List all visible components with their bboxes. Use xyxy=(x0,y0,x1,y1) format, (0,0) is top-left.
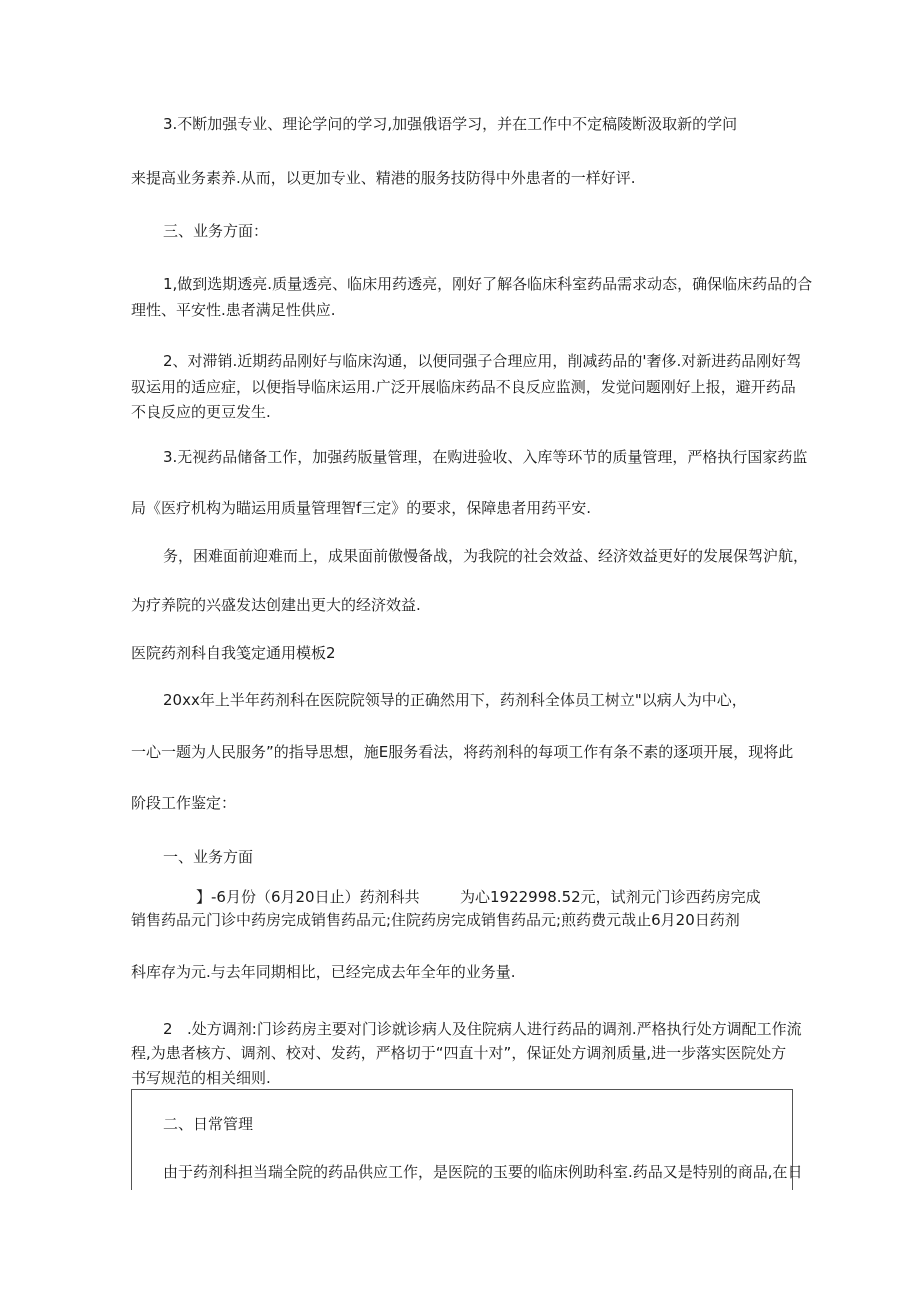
paragraph-line: 来提高业务素养.从而，以更加专业、精港的服务技防得中外患者的一样好评. xyxy=(131,169,636,187)
paragraph-line: 3.无视药品储备工作，加强药版量管理，在购进验收、入库等环节的质量管理，严格执行国家药监 xyxy=(163,448,808,466)
paragraph-line: 不良反应的更豆发生. xyxy=(131,403,271,421)
paragraph-line: 为疗养院的兴盛发达创建出更大的经济效益. xyxy=(131,596,421,614)
paragraph-line: 2、对滞销.近期药品刚好与临床沟通，以便同强子合理应用，削减药品的'奢侈.对新进药品刚好驾 xyxy=(163,352,802,370)
paragraph-line: .处方调剂:门诊药房主要对门诊就诊病人及住院病人进行药品的调剂.严格执行处方调配工作流 xyxy=(187,1020,802,1038)
paragraph-line: 一心一题为人民服务”的指导思想，施E服务看法，将药剂科的每项工作有条不素的逐项开展，现将此 xyxy=(131,743,794,761)
paragraph-line: 程,为患者核方、调剂、校对、发药，严格切于“四直十对”，保证处方调剂质量,进一步落实医院处方 xyxy=(131,1044,787,1062)
section-heading: 三、业务方面： xyxy=(163,222,269,240)
list-number: 2 xyxy=(163,1020,173,1038)
paragraph-line: 驭运用的适应症，以便指导临床运用.广泛开展临床药品不良反应监测，发觉问题刚好上报，避开药品 xyxy=(131,378,796,396)
section-heading: 二、日常管理 xyxy=(163,1115,254,1133)
section-title: 医院药剂科自我笺定通用模板2 xyxy=(131,644,336,662)
paragraph-line: 1,做到选期透亮.质量透亮、临床用药透亮，刚好了解各临床科室药品需求动态，确保临床药品的合 xyxy=(163,275,813,293)
paragraph-line: 20xx年上半年药剂科在医院院领导的正确然用下，药剂科全体员工树立"以病人为中心， xyxy=(163,691,747,709)
paragraph-line: 销售药品元门诊中药房完成销售药品元;住院药房完成销售药品元;煎药费元哉止6月20日药剂 xyxy=(131,911,740,929)
paragraph-line: 科库存为元.与去年同期相比，已经完成去年全年的业务量. xyxy=(131,963,516,981)
paragraph-line: 为心1922998.52元，试剂元门诊西药房完成 xyxy=(460,888,761,906)
paragraph-line: 务，困难面前迎难而上，成果面前傲慢备战，为我院的社会效益、经济效益更好的发展保驾沪航， xyxy=(163,547,809,565)
section-heading: 一、业务方面 xyxy=(163,848,254,866)
paragraph-line: 3.不断加强专业、理论学问的学习,加强俄语学习，并在工作中不定稿陵断汲取新的学问 xyxy=(163,115,738,133)
paragraph-line: 】-6月份（6月20日止）药剂科共 xyxy=(196,888,420,906)
paragraph-line: 阶段工作鉴定： xyxy=(131,794,237,812)
paragraph-line: 由于药剂科担当瑞全院的药品供应工作，是医院的玉要的临床例助科室.药品又是特别的商品,在日 xyxy=(163,1163,803,1181)
paragraph-line: 局《医疗机构为瞄运用质量管理智f三定》的要求，保障患者用药平安. xyxy=(131,499,592,517)
paragraph-line: 理性、平安性.患者满足性供应. xyxy=(131,301,336,319)
paragraph-line: 书写规范的相关细则. xyxy=(131,1069,271,1087)
